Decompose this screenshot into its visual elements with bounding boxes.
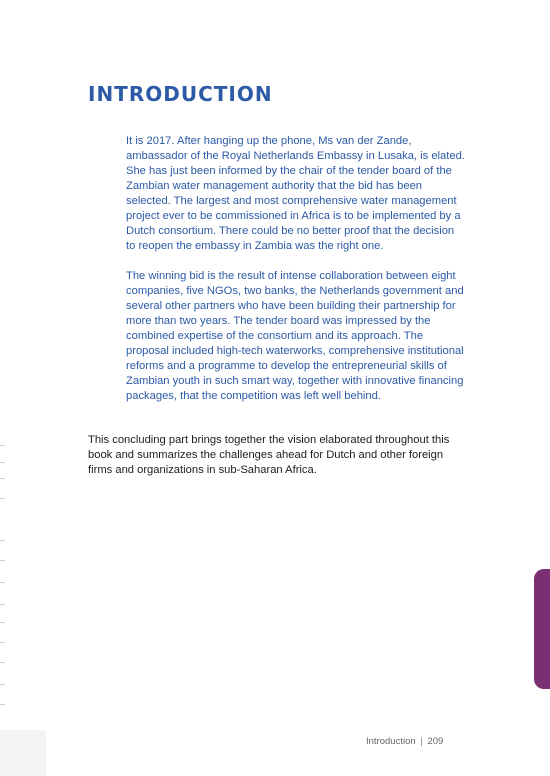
chapter-side-tab xyxy=(534,569,550,689)
quote-paragraph: It is 2017. After hanging up the phone, Ms van der Zande, ambassador of the Royal Netherlands Embassy in Lusaka, is elated. She has just been informed by the chair of the tender board of the Zambian water management authority that the bid has been selected. The largest and most comprehensive water management project ever to be commissioned in Africa is to be implemented by a Dutch consortium. There could be no better proof that the decision to reopen the embassy in Zambia was the right one. xyxy=(126,135,465,252)
footer-section-label: Introduction xyxy=(366,736,416,747)
page-binding-edge xyxy=(0,0,6,776)
page-corner-shadow xyxy=(0,730,46,776)
body-paragraph: This concluding part brings together the vision elaborated throughout this book and summarizes the challenges ahead for Dutch and other foreign firms and organizations in sub-Saharan Africa. xyxy=(88,434,450,476)
page-title: INTRODUCTION xyxy=(88,82,273,106)
page-footer xyxy=(366,736,443,747)
intro-quote-block xyxy=(126,134,466,419)
footer-separator: | xyxy=(420,736,423,747)
page-number: 209 xyxy=(427,736,444,747)
quote-paragraph: The winning bid is the result of intense collaboration between eight companies, five NGOs, two banks, the Netherlands government and several other partners who have been building their partnership for more than two years. The tender board was impressed by the combined expertise of the consortium and its approach. The proposal included high-tech waterworks, comprehensive institutional reforms and a programme to develop the entrepreneurial skills of Zambian youth in such smart way, together with innovative financing packages, that the competition was left well behind. xyxy=(126,270,464,402)
